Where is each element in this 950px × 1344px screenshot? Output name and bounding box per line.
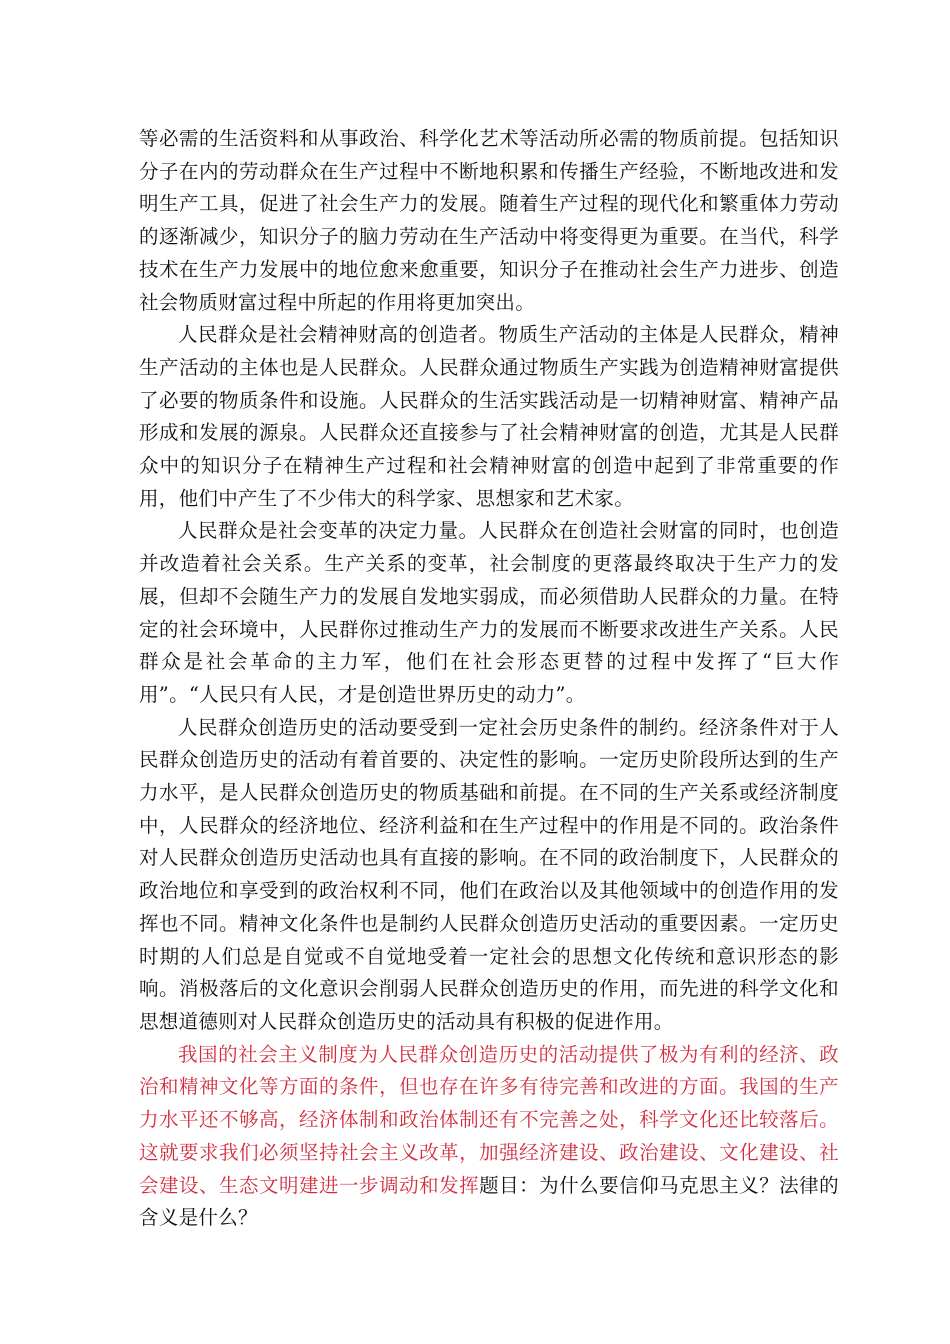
- document-page: [139, 123, 839, 1235]
- paragraph-continuation: 等必需的生活资料和从事政治、科学化艺术等活动所必需的物质前提。包括知识分子在内的劳动群众在生产过程中不断地积累和传播生产经验，不断地改进和发明生产工具，促进了社会生产力的发展。随着生产过程的现代化和繁重体力劳动的逐渐减少，知识分子的脑力劳动在生产活动中将变得更为重要。在当代，科学技术在生产力发展中的地位愈来愈重要，知识分子在推动社会生产力进步、创造社会物质财富过程中所起的作用将更加突出。: [139, 127, 839, 314]
- question-text: 题目：为什么要信仰马克思主义？法律的含义是什么？: [139, 1173, 839, 1230]
- paragraph-socialist-system: [139, 1039, 839, 1235]
- highlighted-text: 我国的社会主义制度为人民群众创造历史的活动提供了极为有利的经济、政治和精神文化等方面的条件，但也存在许多有待完善和改进的方面。我国的生产力水平还不够高，经济体制和政治体制还有不完善之处，科学文化还比较落后。这就要求我们必须坚持社会主义改革，加强经济建设、政治建设、文化建设、社会建设、生态文明建进一步调动和发挥: [139, 1042, 839, 1197]
- paragraph-historical-conditions: 人民群众创造历史的活动要受到一定社会历史条件的制约。经济条件对于人民群众创造历史的活动有着首要的、决定性的影响。一定历史阶段所达到的生产力水平，是人民群众创造历史的物质基础和前提。在不同的生产关系或经济制度中，人民群众的经济地位、经济利益和在生产过程中的作用是不同的。政治条件对人民群众创造历史活动也具有直接的影响。在不同的政治制度下，人民群众的政治地位和享受到的政治权利不同，他们在政治以及其他领域中的创造作用的发挥也不同。精神文化条件也是制约人民群众创造历史活动的重要因素。一定历史时期的人们总是自觉或不自觉地受着一定社会的思想文化传统和意识形态的影响。消极落后的文化意识会削弱人民群众创造历史的作用，而先进的科学文化和思想道德则对人民群众创造历史的活动具有积极的促进作用。: [139, 715, 839, 1033]
- paragraph-social-change: 人民群众是社会变革的决定力量。人民群众在创造社会财富的同时，也创造并改造着社会关系。生产关系的变革，社会制度的更落最终取决于生产力的发展，但却不会随生产力的发展自发地实弱成，而必须借助人民群众的力量。在特定的社会环境中，人民群你过推动生产力的发展而不断要求改进生产关系。人民群众是社会革命的主力军，他们在社会形态更替的过程中发挥了“巨大作用”。“人民只有人民，才是创造世界历史的动力”。: [139, 519, 839, 706]
- paragraph-spiritual-wealth: 人民群众是社会精神财高的创造者。物质生产活动的主体是人民群众，精神生产活动的主体也是人民群众。人民群众通过物质生产实践为创造精神财富提供了必要的物质条件和设施。人民群众的生活实践活动是一切精神财富、精神产品形成和发展的源泉。人民群众还直接参与了社会精神财富的创造，尤其是人民群众中的知识分子在精神生产过程和社会精神财富的创造中起到了非常重要的作用，他们中产生了不少伟大的科学家、思想家和艺术家。: [139, 323, 839, 510]
